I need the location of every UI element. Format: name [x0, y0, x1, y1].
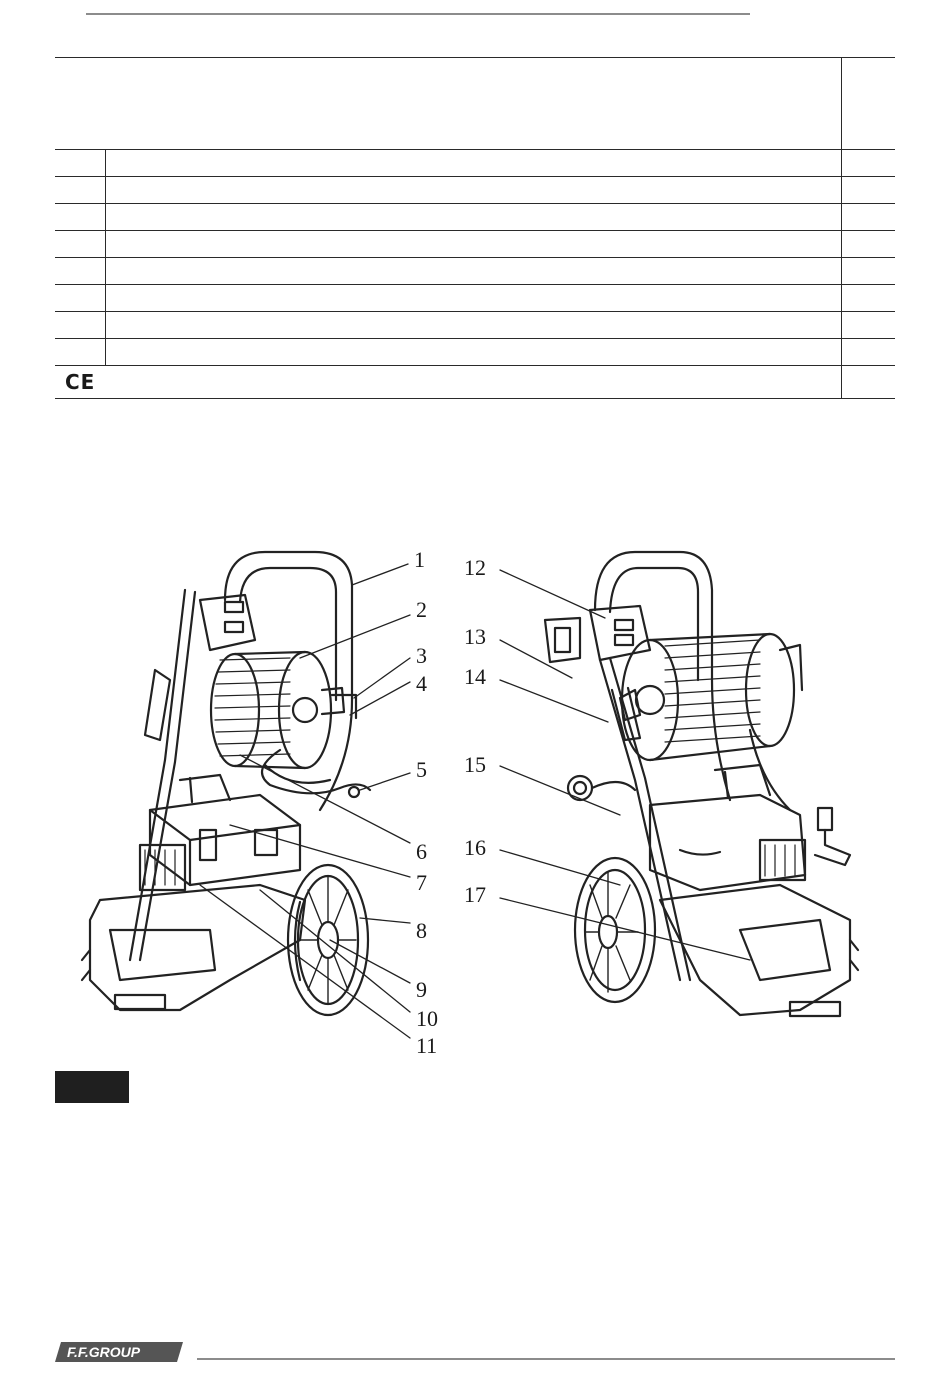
- callout-17: 17: [464, 882, 486, 907]
- callout-16: 16: [464, 835, 486, 860]
- table-header-value-cell: [842, 58, 896, 150]
- svg-text:F.F.GROUP: F.F.GROUP: [67, 1344, 141, 1360]
- table-row-ce: [55, 366, 895, 399]
- section-label-box: [55, 1071, 129, 1103]
- pressure-washer-illustration: [60, 540, 890, 1060]
- header-rule: [86, 13, 750, 15]
- footer-rule: [197, 1358, 895, 1360]
- callout-9: 9: [416, 977, 427, 1002]
- callout-6: 6: [416, 839, 427, 864]
- table-row: [55, 258, 895, 285]
- callout-8: 8: [416, 918, 427, 943]
- table-row: [55, 312, 895, 339]
- left-view: [82, 552, 370, 1015]
- callout-5: 5: [416, 757, 427, 782]
- table-header-cell: [55, 58, 842, 150]
- spec-table: [55, 57, 895, 399]
- table-row: [55, 204, 895, 231]
- table-row: [55, 285, 895, 312]
- callout-14: 14: [464, 664, 486, 689]
- callout-3: 3: [416, 643, 427, 668]
- ce-mark-icon: CE: [65, 370, 96, 394]
- right-view: [545, 552, 858, 1016]
- table-row: [55, 231, 895, 258]
- callout-10: 10: [416, 1006, 438, 1031]
- ff-group-logo: [55, 1341, 183, 1363]
- callout-2: 2: [416, 597, 427, 622]
- callout-1: 1: [414, 547, 425, 572]
- table-row: [55, 177, 895, 204]
- table-header-row: [55, 58, 895, 150]
- callout-7: 7: [416, 870, 427, 895]
- table-row: [55, 339, 895, 366]
- callout-15: 15: [464, 752, 486, 777]
- callout-4: 4: [416, 671, 427, 696]
- table-row: [55, 150, 895, 177]
- callout-13: 13: [464, 624, 486, 649]
- callout-12: 12: [464, 555, 486, 580]
- callout-11: 11: [416, 1033, 438, 1058]
